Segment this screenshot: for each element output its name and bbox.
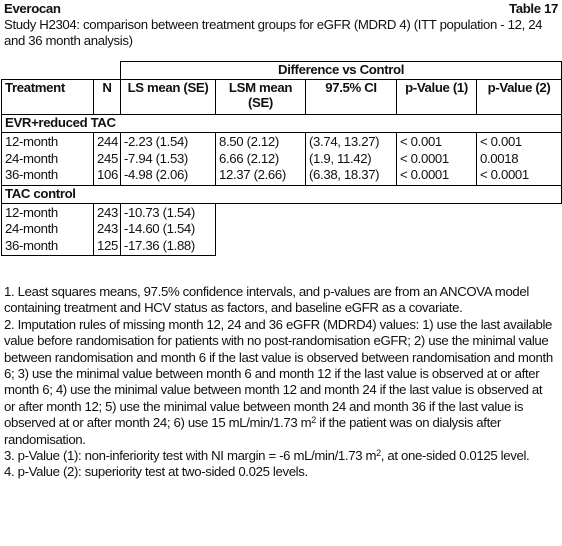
footnote-text: , at one-sided 0.0125 level. — [380, 448, 530, 464]
cell-text: -10.73 (1.54) — [124, 204, 195, 220]
treatment-cell — [2, 203, 94, 256]
cell-text: < 0.001 — [480, 134, 522, 149]
footnote-text: 2. Imputation rules of missing month 12, 24 and 36 eGFR (MDRD4) values: 1) use the last available value before randomisation for patients with no post-randomisation eGFR; 2) use the minimal value between randomisation and month 6 if the last value is observed between randomisation and month 6; 3) use the minimal value between month 6 and month 12 if the last value is observed at or after month 6; 4) use the minimal value between month 12 and month 24 if the last value is observed at or after month 12; 5) use the minimal value between month 24 and month 36 if the last value is observed at or after month 24; 6) use 15 mL/min/1.73 m — [4, 316, 553, 431]
column-header: N — [94, 80, 121, 115]
footnotes — [4, 284, 556, 481]
footnote-4: 4. p-Value (2): superiority test at two-sided 0.025 levels. — [4, 464, 308, 480]
cell-text: 243 — [97, 204, 118, 220]
superscript: 2 — [311, 415, 316, 426]
ci-cell — [306, 133, 397, 186]
cell-text: 24-month — [5, 221, 58, 236]
footnote-2 — [4, 317, 556, 448]
table-row — [2, 133, 562, 186]
p-value-1-cell — [397, 133, 477, 186]
p-value-2-cell — [477, 133, 562, 186]
column-header: LSM mean (SE) — [216, 80, 306, 115]
cell-text: 106 — [97, 167, 118, 182]
cell-text: 24-month — [5, 150, 58, 166]
cell-text: 36-month — [5, 167, 58, 182]
product-name: Everocan — [4, 1, 61, 16]
results-table — [1, 61, 562, 256]
cell-text: -2.23 (1.54) — [124, 134, 188, 149]
cell-text: 245 — [97, 150, 118, 166]
n-cell — [94, 203, 121, 256]
cell-text: 12-month — [5, 134, 58, 149]
column-header: p-Value (1) — [397, 80, 477, 115]
table-column-header-row — [2, 80, 562, 115]
cell-text: (3.74, 13.27) — [309, 134, 380, 149]
cell-text: < 0.001 — [400, 134, 442, 149]
cell-text: < 0.0001 — [400, 150, 449, 166]
cell-text: 8.50 (2.12) — [219, 134, 279, 149]
cell-text: 244 — [97, 134, 118, 149]
table-label: Table 17 — [509, 1, 558, 16]
treatment-cell — [2, 133, 94, 186]
cell-text: 243 — [97, 221, 118, 236]
section-header-row — [2, 185, 562, 203]
ls-mean-cell — [121, 133, 216, 186]
ls-mean-cell — [121, 203, 216, 256]
cell-text: 125 — [97, 237, 118, 253]
cell-text: -4.98 (2.06) — [124, 167, 188, 182]
table-subtitle: Study H2304: comparison between treatment groups for eGFR (MDRD 4) (ITT population - 12, 24 and 36 month analysis) — [4, 17, 543, 48]
superscript: 2 — [376, 448, 381, 459]
footnote-1: 1. Least squares means, 97.5% confidence intervals, and p-values are from an ANCOVA model containing treatment and HCV status as factors, and baseline eGFR as a covariate. — [4, 284, 529, 316]
cell-text: < 0.0001 — [400, 167, 449, 182]
cell-text: 0.0018 — [480, 150, 519, 166]
group-header: Difference vs Control — [121, 62, 562, 80]
cell-text: (6.38, 18.37) — [309, 167, 380, 182]
cell-text: -17.36 (1.88) — [124, 237, 195, 253]
cell-text: (1.9, 11.42) — [309, 150, 372, 166]
lsm-mean-cell — [216, 133, 306, 186]
cell-text: 12.37 (2.66) — [219, 167, 286, 182]
table-row — [2, 203, 562, 256]
n-cell — [94, 133, 121, 186]
table-group-header-row — [2, 62, 562, 80]
column-header: p-Value (2) — [477, 80, 562, 115]
footnote-text: 3. p-Value (1): non-inferiority test with NI margin = -6 mL/min/1.73 m — [4, 448, 377, 464]
footnote-text: if the patient was on dialysis after randomisation. — [4, 415, 501, 447]
cell-text: -14.60 (1.54) — [124, 221, 195, 236]
document-header — [4, 1, 558, 18]
cell-text: 36-month — [5, 237, 58, 253]
section-label: EVR+reduced TAC — [2, 115, 562, 133]
cell-text: 12-month — [5, 204, 58, 220]
footnote-3 — [4, 448, 556, 464]
cell-text: 6.66 (2.12) — [219, 150, 279, 166]
cell-text: -7.94 (1.53) — [124, 150, 188, 166]
column-header: Treatment — [2, 80, 94, 115]
column-header: 97.5% CI — [306, 80, 397, 115]
section-label: TAC control — [2, 185, 562, 203]
cell-text: < 0.0001 — [480, 167, 529, 182]
column-header: LS mean (SE) — [121, 80, 216, 115]
section-header-row — [2, 115, 562, 133]
